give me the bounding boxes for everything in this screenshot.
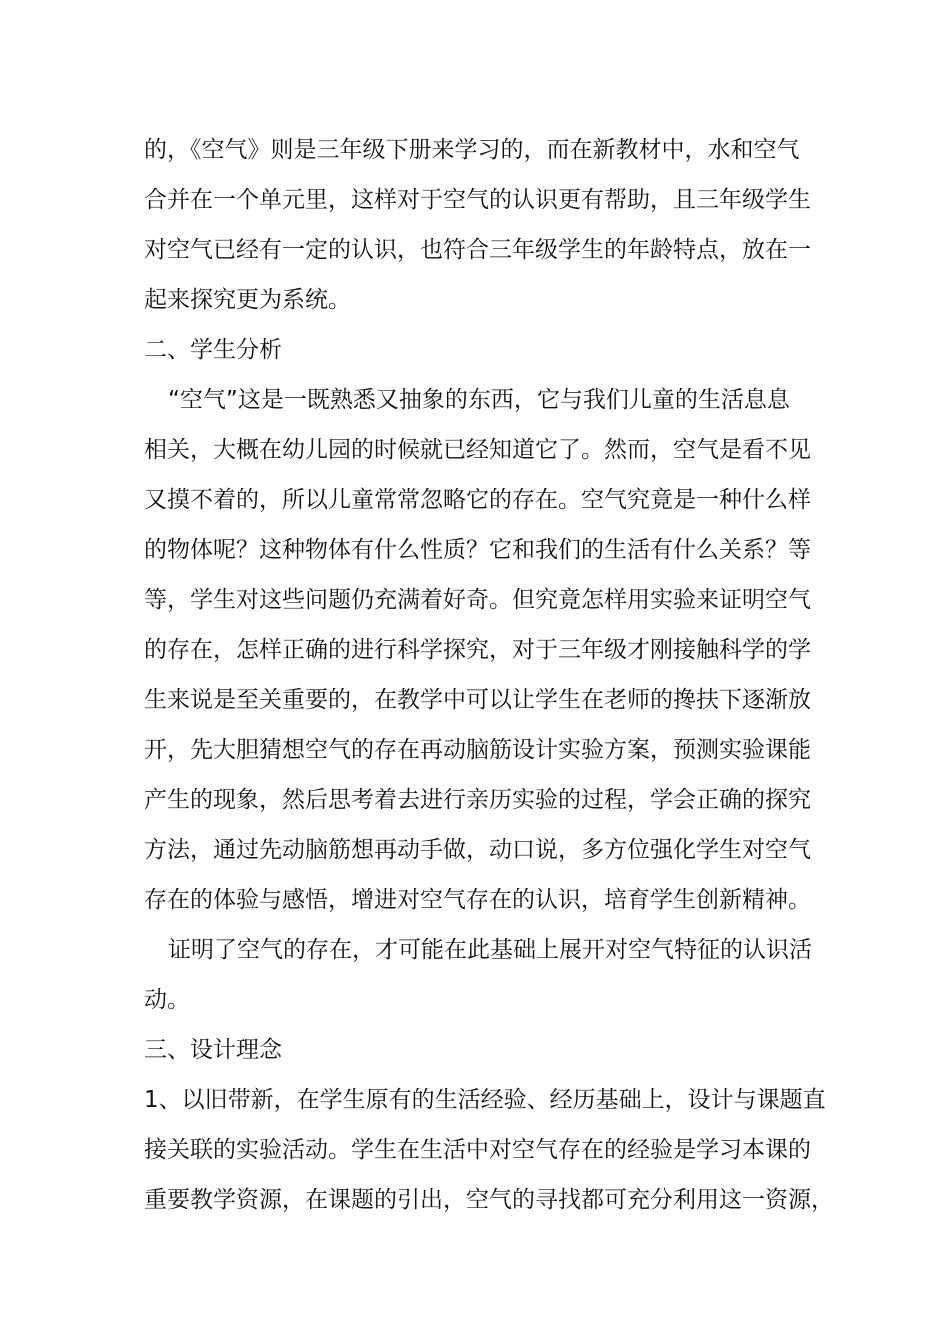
text-line: 又摸不着的，所以儿童常常忽略它的存在。空气究竟是一种什么样 [144, 487, 811, 513]
text-line: 存在的体验与感悟，增进对空气存在的认识，培育学生创新精神。 [144, 887, 811, 913]
text-line: 方法，通过先动脑筋想再动手做，动口说，多方位强化学生对空气 [144, 837, 811, 863]
text-line: 等，学生对这些问题仍充满着好奇。但究竟怎样用实验来证明空气 [144, 587, 811, 613]
text-line: 证明了空气的存在，才可能在此基础上展开对空气特征的认识活 [168, 937, 812, 963]
section-heading: 二、学生分析 [144, 337, 282, 363]
text-line: 产生的现象，然后思考着去进行亲历实验的过程，学会正确的探究 [144, 787, 811, 813]
text-line: 接关联的实验活动。学生在生活中对空气存在的经验是学习本课的 [144, 1137, 811, 1163]
section-heading: 三、设计理念 [144, 1037, 282, 1063]
text-line: 的存在，怎样正确的进行科学探究，对于三年级才刚接触科学的学 [144, 637, 811, 663]
text-line: 起来探究更为系统。 [144, 287, 351, 313]
text-line: 生来说是至关重要的，在教学中可以让学生在老师的搀扶下逐渐放 [144, 687, 811, 713]
text-line: 相关，大概在幼儿园的时候就已经知道它了。然而，空气是看不见 [144, 437, 811, 463]
text-line: 动。 [144, 987, 190, 1013]
text-line: 1、以旧带新，在学生原有的生活经验、经历基础上，设计与课题直 [144, 1087, 826, 1113]
text-line: 开，先大胆猜想空气的存在再动脑筋设计实验方案，预测实验课能 [144, 737, 811, 763]
text-line: “空气”这是一既熟悉又抽象的东西，它与我们儿童的生活息息 [168, 387, 790, 413]
text-line: 的，《空气》则是三年级下册来学习的，而在新教材中，水和空气 [144, 137, 800, 163]
text-line: 合并在一个单元里，这样对于空气的认识更有帮助，且三年级学生 [144, 187, 811, 213]
text-line: 重要教学资源，在课题的引出，空气的寻找都可充分利用这一资源， [144, 1187, 834, 1213]
text-line: 的物体呢？这种物体有什么性质？它和我们的生活有什么关系？等 [144, 537, 811, 563]
text-line: 对空气已经有一定的认识，也符合三年级学生的年龄特点，放在一 [144, 237, 811, 263]
